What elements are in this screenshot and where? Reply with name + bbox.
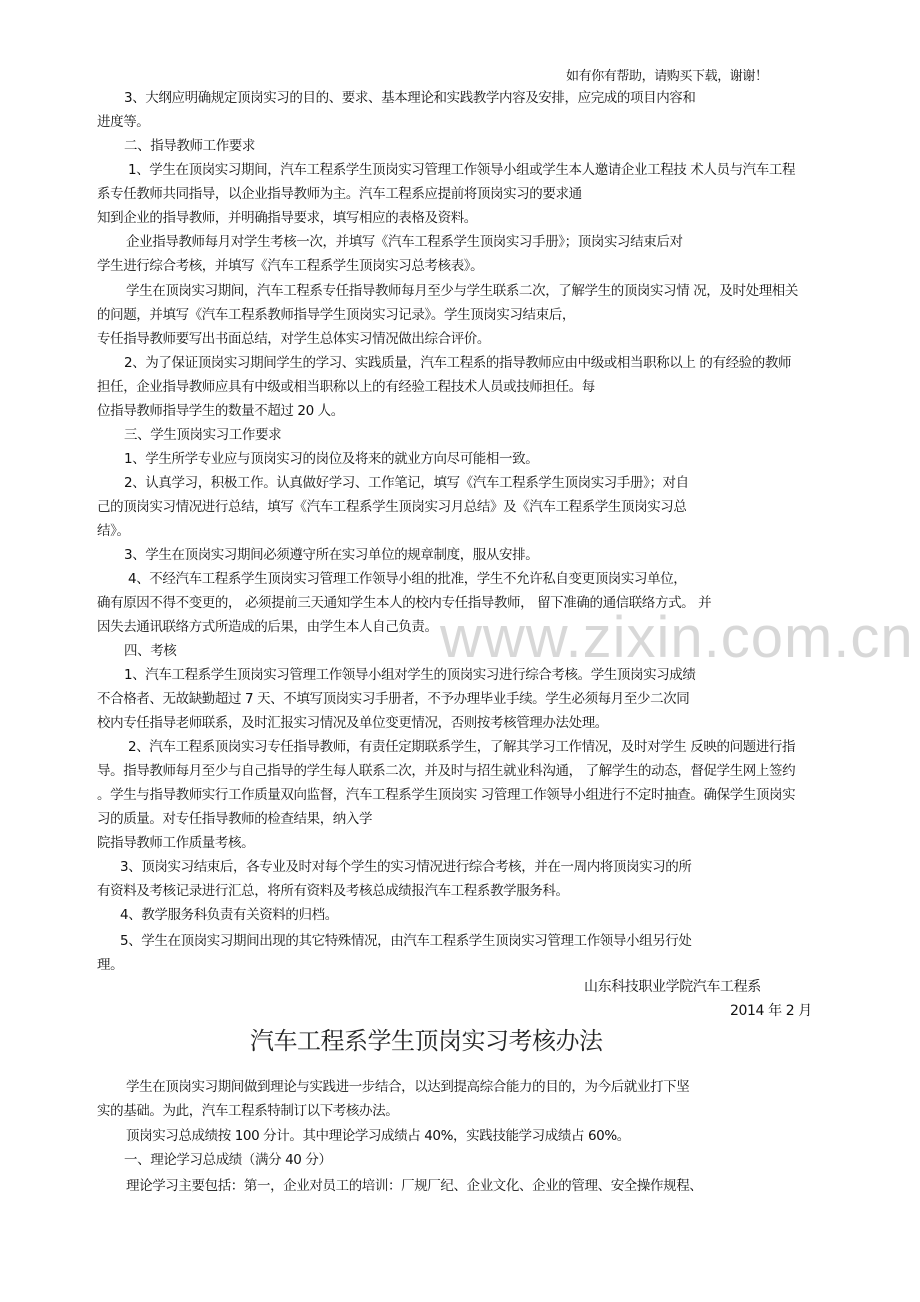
body-line: 。学生与指导教师实行工作质量双向监督，汽车工程系学生顶岗实 习管理工作领导小组进行不定时抽查。确保学生顶岗实 [97, 787, 796, 803]
section-heading: 二、指导教师工作要求 [124, 138, 255, 154]
body-line: 学生进行综合考核，并填写《汽车工程系学生顶岗实习总考核表》。 [97, 258, 484, 274]
body-line: 知到企业的指导教师，并明确指导要求，填写相应的表格及资料。 [97, 210, 477, 226]
body-line: 导。指导教师每月至少与自己指导的学生每人联系二次，并及时与招生就业科沟通， 了解学生的动态，督促学生网上签约 [97, 763, 796, 779]
body-line: 5、学生在顶岗实习期间出现的其它特殊情况，由汽车工程系学生顶岗实习管理工作领导小组另行处 [120, 933, 692, 949]
body-line: 院指导教师工作质量考核。 [97, 835, 255, 851]
body-line: 理。 [97, 957, 124, 973]
body-line: 企业指导教师每月对学生考核一次，并填写《汽车工程系学生顶岗实习手册》；顶岗实习结束后对 [126, 234, 683, 250]
body-line: 1、汽车工程系学生顶岗实习管理工作领导小组对学生的顶岗实习进行综合考核。学生顶岗实习成绩 [124, 667, 696, 683]
body-line: 位指导教师指导学生的数量不超过 20 人。 [97, 403, 344, 419]
body-line: 4、不经汽车工程系学生顶岗实习管理工作领导小组的批准，学生不允许私自变更顶岗实习单位， [128, 571, 687, 587]
body-line: 的问题，并填写《汽车工程系教师指导学生顶岗实习记录》。学生顶岗实习结束后， [97, 307, 575, 323]
body-line: 因失去通讯联络方式所造成的后果，由学生本人自己负责。 [97, 619, 438, 635]
signature-org: 山东科技职业学院汽车工程系 [584, 979, 761, 995]
watermark: www.zixin.com.cn [440, 605, 914, 670]
body-line: 实的基础。为此，汽车工程系特制订以下考核办法。 [97, 1103, 399, 1119]
section-heading: 三、学生顶岗实习工作要求 [124, 427, 282, 443]
section-heading: 一、理论学习总成绩（满分 40 分） [124, 1152, 332, 1168]
body-line: 习的质量。对专任指导教师的检查结果，纳入学 [97, 811, 373, 827]
body-line: 不合格者、无故缺勤超过 7 天、不填写顶岗实习手册者，不予办理毕业手续。学生必须每月至少二次同 [97, 691, 690, 707]
body-line: 有资料及考核记录进行汇总，将所有资料及考核总成绩报汽车工程系教学服务科。 [97, 883, 569, 899]
body-line: 3、学生在顶岗实习期间必须遵守所在实习单位的规章制度，服从安排。 [124, 547, 539, 563]
body-line: 确有原因不得不变更的， 必须提前三天通知学生本人的校内专任指导教师， 留下准确的通信联络方式。 并 [97, 595, 712, 611]
section-heading: 四、考核 [124, 643, 177, 659]
body-line: 4、教学服务科负责有关资料的归档。 [120, 907, 338, 923]
body-line: 顶岗实习总成绩按 100 分计。其中理论学习成绩占 40%，实践技能学习成绩占 60%。 [126, 1128, 630, 1144]
body-line: 专任指导教师要写出书面总结，对学生总体实习情况做出综合评价。 [97, 331, 490, 347]
body-line: 学生在顶岗实习期间，汽车工程系专任指导教师每月至少与学生联系二次，了解学生的顶岗实习情 况，及时处理相关 [126, 283, 798, 299]
body-line: 1、学生所学专业应与顶岗实习的岗位及将来的就业方向尽可能相一致。 [124, 451, 539, 467]
body-line: 1、学生在顶岗实习期间，汽车工程系学生顶岗实习管理工作领导小组或学生本人邀请企业工程技 术人员与汽车工程 [128, 162, 796, 178]
body-line: 学生在顶岗实习期间做到理论与实践进一步结合，以达到提高综合能力的目的，为今后就业打下坚 [126, 1079, 690, 1095]
body-line: 2、为了保证顶岗实习期间学生的学习、实践质量，汽车工程系的指导教师应由中级或相当职称以上 的有经验的教师 [124, 355, 792, 371]
body-line: 3、大纲应明确规定顶岗实习的目的、要求、基本理论和实践教学内容及安排，应完成的项目内容和 [124, 90, 696, 106]
body-line: 进度等。 [97, 114, 150, 130]
document-title: 汽车工程系学生顶岗实习考核办法 [250, 1027, 603, 1055]
header-note: 如有你有帮助，请购买下载，谢谢！ [566, 69, 768, 84]
body-line: 2、汽车工程系顶岗实习专任指导教师，有责任定期联系学生，了解其学习工作情况，及时对学生 反映的问题进行指 [128, 739, 796, 755]
body-line: 系专任教师共同指导，以企业指导教师为主。汽车工程系应提前将顶岗实习的要求通 [97, 186, 582, 202]
body-line: 3、顶岗实习结束后，各专业及时对每个学生的实习情况进行综合考核，并在一周内将顶岗实习的所 [120, 859, 692, 875]
body-line: 结》。 [97, 523, 130, 539]
body-line: 理论学习主要包括：第一，企业对员工的培训：厂规厂纪、企业文化、企业的管理、安全操作规程、 [126, 1178, 703, 1194]
body-line: 校内专任指导老师联系，及时汇报实习情况及单位变更情况，否则按考核管理办法处理。 [97, 715, 608, 731]
signature-date: 2014 年 2 月 [730, 1003, 812, 1019]
body-line: 己的顶岗实习情况进行总结，填写《汽车工程系学生顶岗实习月总结》及《汽车工程系学生顶岗实习总 [97, 499, 687, 515]
body-line: 2、认真学习，积极工作。认真做好学习、工作笔记，填写《汽车工程系学生顶岗实习手册》；对自 [124, 475, 689, 491]
body-line: 担任，企业指导教师应具有中级或相当职称以上的有经验工程技术人员或技师担任。每 [97, 379, 595, 395]
